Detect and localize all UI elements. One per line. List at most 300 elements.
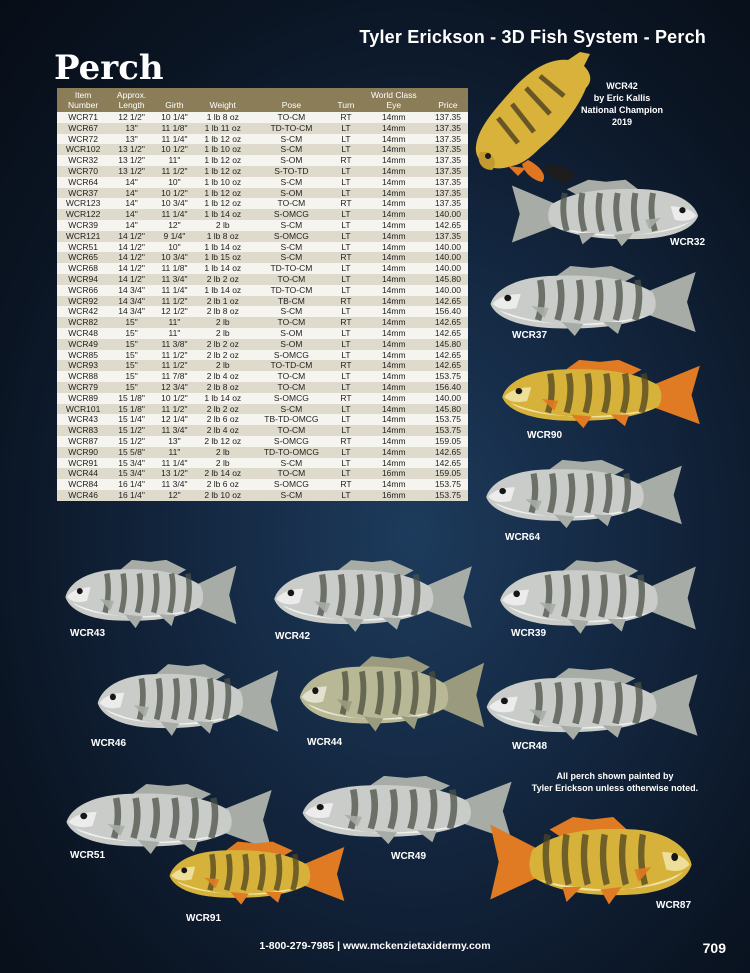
table-cell: 15" xyxy=(109,339,154,350)
table-cell: LT xyxy=(332,123,359,134)
table-cell: 13" xyxy=(154,436,195,447)
table-cell: 15 3/4" xyxy=(109,468,154,479)
table-cell: 137.35 xyxy=(428,231,468,242)
table-cell: 2 lb 1 oz xyxy=(195,296,251,307)
table-cell: TO-CM xyxy=(251,112,333,123)
table-cell: LT xyxy=(332,134,359,145)
column-header-line2: Eye xyxy=(386,100,402,110)
table-cell: 2 lb 2 oz xyxy=(195,274,251,285)
table-cell: 2 lb 2 oz xyxy=(195,404,251,415)
table-cell: 142.65 xyxy=(428,350,468,361)
table-cell: 13 1/2" xyxy=(154,468,195,479)
table-cell: 1 lb 12 oz xyxy=(195,134,251,145)
table-cell: 11 1/2" xyxy=(154,360,195,371)
footer-contact: 1-800-279-7985 | www.mckenzietaxidermy.com xyxy=(259,940,491,952)
table-cell: 11 1/2" xyxy=(154,166,195,177)
table-cell: WCR64 xyxy=(57,177,109,188)
table-cell: WCR89 xyxy=(57,393,109,404)
table-cell: 11 3/4" xyxy=(154,274,195,285)
table-cell: WCR84 xyxy=(57,479,109,490)
table-cell: 2 lb 12 oz xyxy=(195,436,251,447)
fish-image-wcr43 xyxy=(60,556,240,634)
table-cell: 145.80 xyxy=(428,404,468,415)
table-cell: 10 1/4" xyxy=(154,112,195,123)
table-cell: WCR51 xyxy=(57,242,109,253)
table-cell: S-OM xyxy=(251,339,333,350)
table-cell: 142.65 xyxy=(428,360,468,371)
table-cell: 12 1/2" xyxy=(154,306,195,317)
table-cell: 10 3/4" xyxy=(154,198,195,209)
table-cell: 140.00 xyxy=(428,285,468,296)
table-cell: WCR83 xyxy=(57,425,109,436)
table-cell: LT xyxy=(332,447,359,458)
table-cell: 137.35 xyxy=(428,134,468,145)
table-cell: S-OM xyxy=(251,328,333,339)
table-cell: 11 1/4" xyxy=(154,458,195,469)
table-cell: 15 1/2" xyxy=(109,436,154,447)
table-cell: S-OMCG xyxy=(251,436,333,447)
table-cell: S-CM xyxy=(251,134,333,145)
table-row xyxy=(57,274,468,285)
table-cell: 10 1/2" xyxy=(154,393,195,404)
table-header xyxy=(57,88,468,112)
table-cell: 12 1/4" xyxy=(154,414,195,425)
table-cell: LT xyxy=(332,285,359,296)
fish-label: WCR48 xyxy=(512,741,548,752)
table-cell: 14mm xyxy=(360,447,428,458)
fish-label: WCR90 xyxy=(527,430,563,441)
table-cell: 10" xyxy=(154,242,195,253)
table-row xyxy=(57,360,468,371)
table-cell: 2 lb 2 oz xyxy=(195,350,251,361)
table-cell: RT xyxy=(332,360,359,371)
table-cell: WCR90 xyxy=(57,447,109,458)
table-cell: 153.75 xyxy=(428,371,468,382)
table-cell: S-OMCG xyxy=(251,393,333,404)
table-cell: 13 1/2" xyxy=(109,144,154,155)
table-cell: 15" xyxy=(109,350,154,361)
table-cell: 137.35 xyxy=(428,112,468,123)
table-cell: TO-CM xyxy=(251,425,333,436)
table-cell: WCR67 xyxy=(57,123,109,134)
table-cell: S-CM xyxy=(251,404,333,415)
table-cell: 11" xyxy=(154,447,195,458)
table-cell: WCR39 xyxy=(57,220,109,231)
table-cell: 11 1/2" xyxy=(154,296,195,307)
table-cell: 9 1/4" xyxy=(154,231,195,242)
painter-note-line1: All perch shown painted by xyxy=(556,771,674,781)
table-cell: 14 3/4" xyxy=(109,296,154,307)
table-cell: 1 lb 14 oz xyxy=(195,263,251,274)
table-cell: WCR82 xyxy=(57,317,109,328)
table-cell: S-OM xyxy=(251,155,333,166)
table-row xyxy=(57,123,468,134)
table-cell: 137.35 xyxy=(428,198,468,209)
table-cell: 11 1/4" xyxy=(154,285,195,296)
table-cell: 142.65 xyxy=(428,328,468,339)
table-cell: RT xyxy=(332,296,359,307)
table-cell: 14mm xyxy=(360,188,428,199)
table-cell: RT xyxy=(332,112,359,123)
table-cell: 15" xyxy=(109,382,154,393)
column-header xyxy=(195,88,251,112)
table-cell: 2 lb 6 oz xyxy=(195,479,251,490)
table-cell: S-CM xyxy=(251,252,333,263)
table-cell: 14" xyxy=(109,209,154,220)
table-cell: RT xyxy=(332,252,359,263)
table-cell: 14mm xyxy=(360,252,428,263)
featured-caption-id: WCR42 xyxy=(606,81,638,91)
page-title: Perch xyxy=(54,48,164,88)
table-cell: WCR91 xyxy=(57,458,109,469)
table-cell: 2 lb 4 oz xyxy=(195,371,251,382)
table-row xyxy=(57,263,468,274)
table-cell: RT xyxy=(332,479,359,490)
table-cell: RT xyxy=(332,393,359,404)
table-cell: S-OMCG xyxy=(251,350,333,361)
table-cell: 2 lb 2 oz xyxy=(195,339,251,350)
table-cell: 14mm xyxy=(360,209,428,220)
table-cell: 14mm xyxy=(360,414,428,425)
table-cell: 10 3/4" xyxy=(154,252,195,263)
table-cell: 14mm xyxy=(360,155,428,166)
table-cell: WCR121 xyxy=(57,231,109,242)
table-cell: 11 7/8" xyxy=(154,371,195,382)
table-cell: 14mm xyxy=(360,231,428,242)
painter-note-line2: Tyler Erickson unless otherwise noted. xyxy=(531,783,699,793)
table-cell: 153.75 xyxy=(428,490,468,501)
column-header-line1 xyxy=(333,90,358,100)
table-cell: WCR123 xyxy=(57,198,109,209)
table-cell: 1 lb 14 oz xyxy=(195,285,251,296)
table-cell: LT xyxy=(332,263,359,274)
table-cell: 14mm xyxy=(360,317,428,328)
table-cell: 14" xyxy=(109,177,154,188)
fish-image-wcr44 xyxy=(294,652,488,738)
table-cell: TO-CM xyxy=(251,382,333,393)
table-cell: 140.00 xyxy=(428,252,468,263)
table-cell: 2 lb xyxy=(195,360,251,371)
table-row xyxy=(57,306,468,317)
table-cell: 14mm xyxy=(360,371,428,382)
table-cell: LT xyxy=(332,490,359,501)
table-cell: 14mm xyxy=(360,339,428,350)
table-row xyxy=(57,393,468,404)
table-cell: 10 1/2" xyxy=(154,188,195,199)
table-cell: LT xyxy=(332,425,359,436)
table-cell: 14mm xyxy=(360,198,428,209)
table-cell: WCR70 xyxy=(57,166,109,177)
column-header xyxy=(109,88,154,112)
table-cell: 14mm xyxy=(360,134,428,145)
table-row xyxy=(57,231,468,242)
table-cell: S-CM xyxy=(251,306,333,317)
table-cell: 142.65 xyxy=(428,458,468,469)
table-cell: 2 lb xyxy=(195,458,251,469)
table-cell: LT xyxy=(332,209,359,220)
table-cell: 14mm xyxy=(360,144,428,155)
column-header-line2: Turn xyxy=(337,100,355,110)
table-cell: 14mm xyxy=(360,296,428,307)
table-cell: S-OM xyxy=(251,188,333,199)
table-cell: TO-CM xyxy=(251,317,333,328)
table-cell: 14mm xyxy=(360,360,428,371)
table-cell: 153.75 xyxy=(428,479,468,490)
table-cell: 1 lb 12 oz xyxy=(195,155,251,166)
table-row xyxy=(57,425,468,436)
page-number: 709 xyxy=(702,940,726,956)
table-cell: 11 1/2" xyxy=(154,404,195,415)
table-cell: TD-TO-CM xyxy=(251,263,333,274)
table-cell: 12 1/2" xyxy=(109,112,154,123)
table-cell: 15 1/8" xyxy=(109,393,154,404)
table-cell: 14mm xyxy=(360,274,428,285)
table-cell: WCR72 xyxy=(57,134,109,145)
table-cell: 15" xyxy=(109,328,154,339)
table-cell: 11 1/4" xyxy=(154,134,195,145)
table-cell: 2 lb 6 oz xyxy=(195,414,251,425)
table-cell: 11 1/4" xyxy=(154,209,195,220)
table-cell: S-OMCG xyxy=(251,231,333,242)
table-cell: 142.65 xyxy=(428,296,468,307)
table-cell: WCR122 xyxy=(57,209,109,220)
fish-label: WCR37 xyxy=(512,330,548,341)
table-cell: 1 lb 12 oz xyxy=(195,188,251,199)
column-header-line2: Price xyxy=(438,100,458,110)
table-cell: LT xyxy=(332,339,359,350)
table-cell: 11 1/8" xyxy=(154,263,195,274)
table-cell: 14 1/2" xyxy=(109,242,154,253)
column-header-line2: Weight xyxy=(209,100,236,110)
table-cell: 14mm xyxy=(360,177,428,188)
table-cell: 16mm xyxy=(360,490,428,501)
table-cell: WCR66 xyxy=(57,285,109,296)
fish-image-wcr46 xyxy=(92,660,282,742)
table-row xyxy=(57,198,468,209)
table-cell: 10 1/2" xyxy=(154,144,195,155)
column-header-line2: Pose xyxy=(281,100,302,110)
table-cell: 14mm xyxy=(360,382,428,393)
table-cell: 140.00 xyxy=(428,393,468,404)
table-row xyxy=(57,350,468,361)
perch-spec-table xyxy=(57,88,468,501)
table-cell: 14" xyxy=(109,198,154,209)
table-cell: WCR102 xyxy=(57,144,109,155)
table-cell: 145.80 xyxy=(428,274,468,285)
table-cell: WCR85 xyxy=(57,350,109,361)
table-cell: 145.80 xyxy=(428,339,468,350)
table-cell: LT xyxy=(332,350,359,361)
table-cell: LT xyxy=(332,306,359,317)
table-cell: TD-TO-CM xyxy=(251,285,333,296)
table-cell: 1 lb 14 oz xyxy=(195,209,251,220)
featured-caption-year: 2019 xyxy=(611,117,633,127)
table-cell: 137.35 xyxy=(428,166,468,177)
table-row xyxy=(57,404,468,415)
featured-caption-award: National Champion xyxy=(580,105,663,115)
table-cell: 156.40 xyxy=(428,382,468,393)
table-row xyxy=(57,242,468,253)
table-cell: 14mm xyxy=(360,166,428,177)
table-cell: 153.75 xyxy=(428,414,468,425)
table-body xyxy=(57,112,468,501)
table-cell: 137.35 xyxy=(428,188,468,199)
table-cell: 12 3/4" xyxy=(154,382,195,393)
featured-caption-artist: by Eric Kallis xyxy=(593,93,651,103)
table-cell: S-CM xyxy=(251,490,333,501)
table-cell: WCR65 xyxy=(57,252,109,263)
table-row xyxy=(57,458,468,469)
table-cell: 14mm xyxy=(360,350,428,361)
table-cell: 13 1/2" xyxy=(109,166,154,177)
table-cell: WCR43 xyxy=(57,414,109,425)
table-row xyxy=(57,296,468,307)
column-header-line2: Number xyxy=(67,100,99,110)
fish-label: WCR44 xyxy=(307,737,343,748)
table-row xyxy=(57,134,468,145)
fish-label: WCR46 xyxy=(91,738,127,749)
table-cell: 16 1/4" xyxy=(109,490,154,501)
table-row xyxy=(57,220,468,231)
table-cell: WCR101 xyxy=(57,404,109,415)
table-cell: S-TO-TD xyxy=(251,166,333,177)
fish-image-wcr64 xyxy=(480,456,686,534)
column-header xyxy=(251,88,333,112)
table-cell: 14mm xyxy=(360,393,428,404)
table-cell: LT xyxy=(332,144,359,155)
table-cell: 14 3/4" xyxy=(109,285,154,296)
table-cell: TO-CM xyxy=(251,198,333,209)
table-row xyxy=(57,112,468,123)
table-cell: 2 lb xyxy=(195,328,251,339)
table-cell: 15 3/4" xyxy=(109,458,154,469)
column-header-line1 xyxy=(155,90,194,100)
table-cell: 142.65 xyxy=(428,317,468,328)
fish-label: WCR32 xyxy=(670,237,706,248)
column-header-line1: World Class xyxy=(370,90,417,100)
table-cell: LT xyxy=(332,414,359,425)
table-cell: LT xyxy=(332,468,359,479)
table-cell: 14 1/2" xyxy=(109,231,154,242)
table-cell: 15 5/8" xyxy=(109,447,154,458)
table-cell: TD-TO-OMCG xyxy=(251,447,333,458)
table-row xyxy=(57,414,468,425)
table-cell: 159.05 xyxy=(428,436,468,447)
table-cell: 14mm xyxy=(360,306,428,317)
table-cell: 14mm xyxy=(360,425,428,436)
featured-caption xyxy=(572,80,672,128)
table-row xyxy=(57,371,468,382)
table-cell: 140.00 xyxy=(428,263,468,274)
table-row xyxy=(57,447,468,458)
table-row xyxy=(57,468,468,479)
table-cell: RT xyxy=(332,317,359,328)
table-row xyxy=(57,188,468,199)
table-cell: S-CM xyxy=(251,177,333,188)
table-cell: WCR94 xyxy=(57,274,109,285)
painter-note xyxy=(520,770,710,794)
table-cell: 14 1/2" xyxy=(109,274,154,285)
table-row xyxy=(57,382,468,393)
column-header xyxy=(332,88,359,112)
table-cell: LT xyxy=(332,220,359,231)
table-cell: 14mm xyxy=(360,242,428,253)
table-cell: 2 lb 4 oz xyxy=(195,425,251,436)
table-cell: 14mm xyxy=(360,123,428,134)
table-cell: 1 lb 10 oz xyxy=(195,144,251,155)
header-title: Tyler Erickson - 3D Fish System - Perch xyxy=(359,27,706,47)
table-cell: 14mm xyxy=(360,436,428,447)
table-cell: 1 lb 12 oz xyxy=(195,166,251,177)
table-cell: 137.35 xyxy=(428,123,468,134)
table-cell: S-CM xyxy=(251,242,333,253)
table-cell: S-CM xyxy=(251,458,333,469)
table-cell: 11 3/4" xyxy=(154,425,195,436)
table-cell: WCR48 xyxy=(57,328,109,339)
table-row xyxy=(57,490,468,501)
fish-label: WCR49 xyxy=(391,851,427,862)
table-cell: S-OMCG xyxy=(251,479,333,490)
column-header-line2: Girth xyxy=(165,100,184,110)
table-cell: 14mm xyxy=(360,220,428,231)
table-cell: LT xyxy=(332,458,359,469)
table-cell: LT xyxy=(332,328,359,339)
column-header-line1: Item xyxy=(74,90,92,100)
fish-label: WCR64 xyxy=(505,532,541,543)
table-cell: 14 1/2" xyxy=(109,252,154,263)
table-cell: 1 lb 14 oz xyxy=(195,393,251,404)
table-cell: TO-CM xyxy=(251,468,333,479)
table-cell: S-OMCG xyxy=(251,209,333,220)
table-cell: 2 lb xyxy=(195,220,251,231)
table-cell: 13" xyxy=(109,134,154,145)
table-cell: LT xyxy=(332,231,359,242)
table-cell: 14 1/2" xyxy=(109,263,154,274)
table-cell: WCR68 xyxy=(57,263,109,274)
table-cell: 11" xyxy=(154,317,195,328)
column-header-line1 xyxy=(196,90,250,100)
table-cell: WCR79 xyxy=(57,382,109,393)
table-cell: WCR37 xyxy=(57,188,109,199)
table-cell: 1 lb 11 oz xyxy=(195,123,251,134)
table-cell: LT xyxy=(332,242,359,253)
table-cell: WCR93 xyxy=(57,360,109,371)
table-cell: WCR71 xyxy=(57,112,109,123)
table-cell: 14mm xyxy=(360,479,428,490)
table-cell: 2 lb xyxy=(195,317,251,328)
column-header xyxy=(360,88,428,112)
table-cell: 14mm xyxy=(360,285,428,296)
column-header-line1 xyxy=(429,90,467,100)
fish-image-wcr87 xyxy=(486,812,698,912)
table-cell: 14mm xyxy=(360,458,428,469)
table-cell: 13 1/2" xyxy=(109,155,154,166)
table-cell: 11 3/4" xyxy=(154,479,195,490)
table-cell: WCR92 xyxy=(57,296,109,307)
table-cell: 140.00 xyxy=(428,242,468,253)
table-cell: LT xyxy=(332,404,359,415)
table-row xyxy=(57,436,468,447)
table-cell: 2 lb 14 oz xyxy=(195,468,251,479)
column-header xyxy=(428,88,468,112)
table-cell: LT xyxy=(332,382,359,393)
table-cell: 137.35 xyxy=(428,155,468,166)
table-cell: 1 lb 8 oz xyxy=(195,112,251,123)
fish-label: WCR87 xyxy=(656,900,692,911)
table-cell: 153.75 xyxy=(428,425,468,436)
table-cell: 1 lb 8 oz xyxy=(195,231,251,242)
table-cell: 14" xyxy=(109,188,154,199)
